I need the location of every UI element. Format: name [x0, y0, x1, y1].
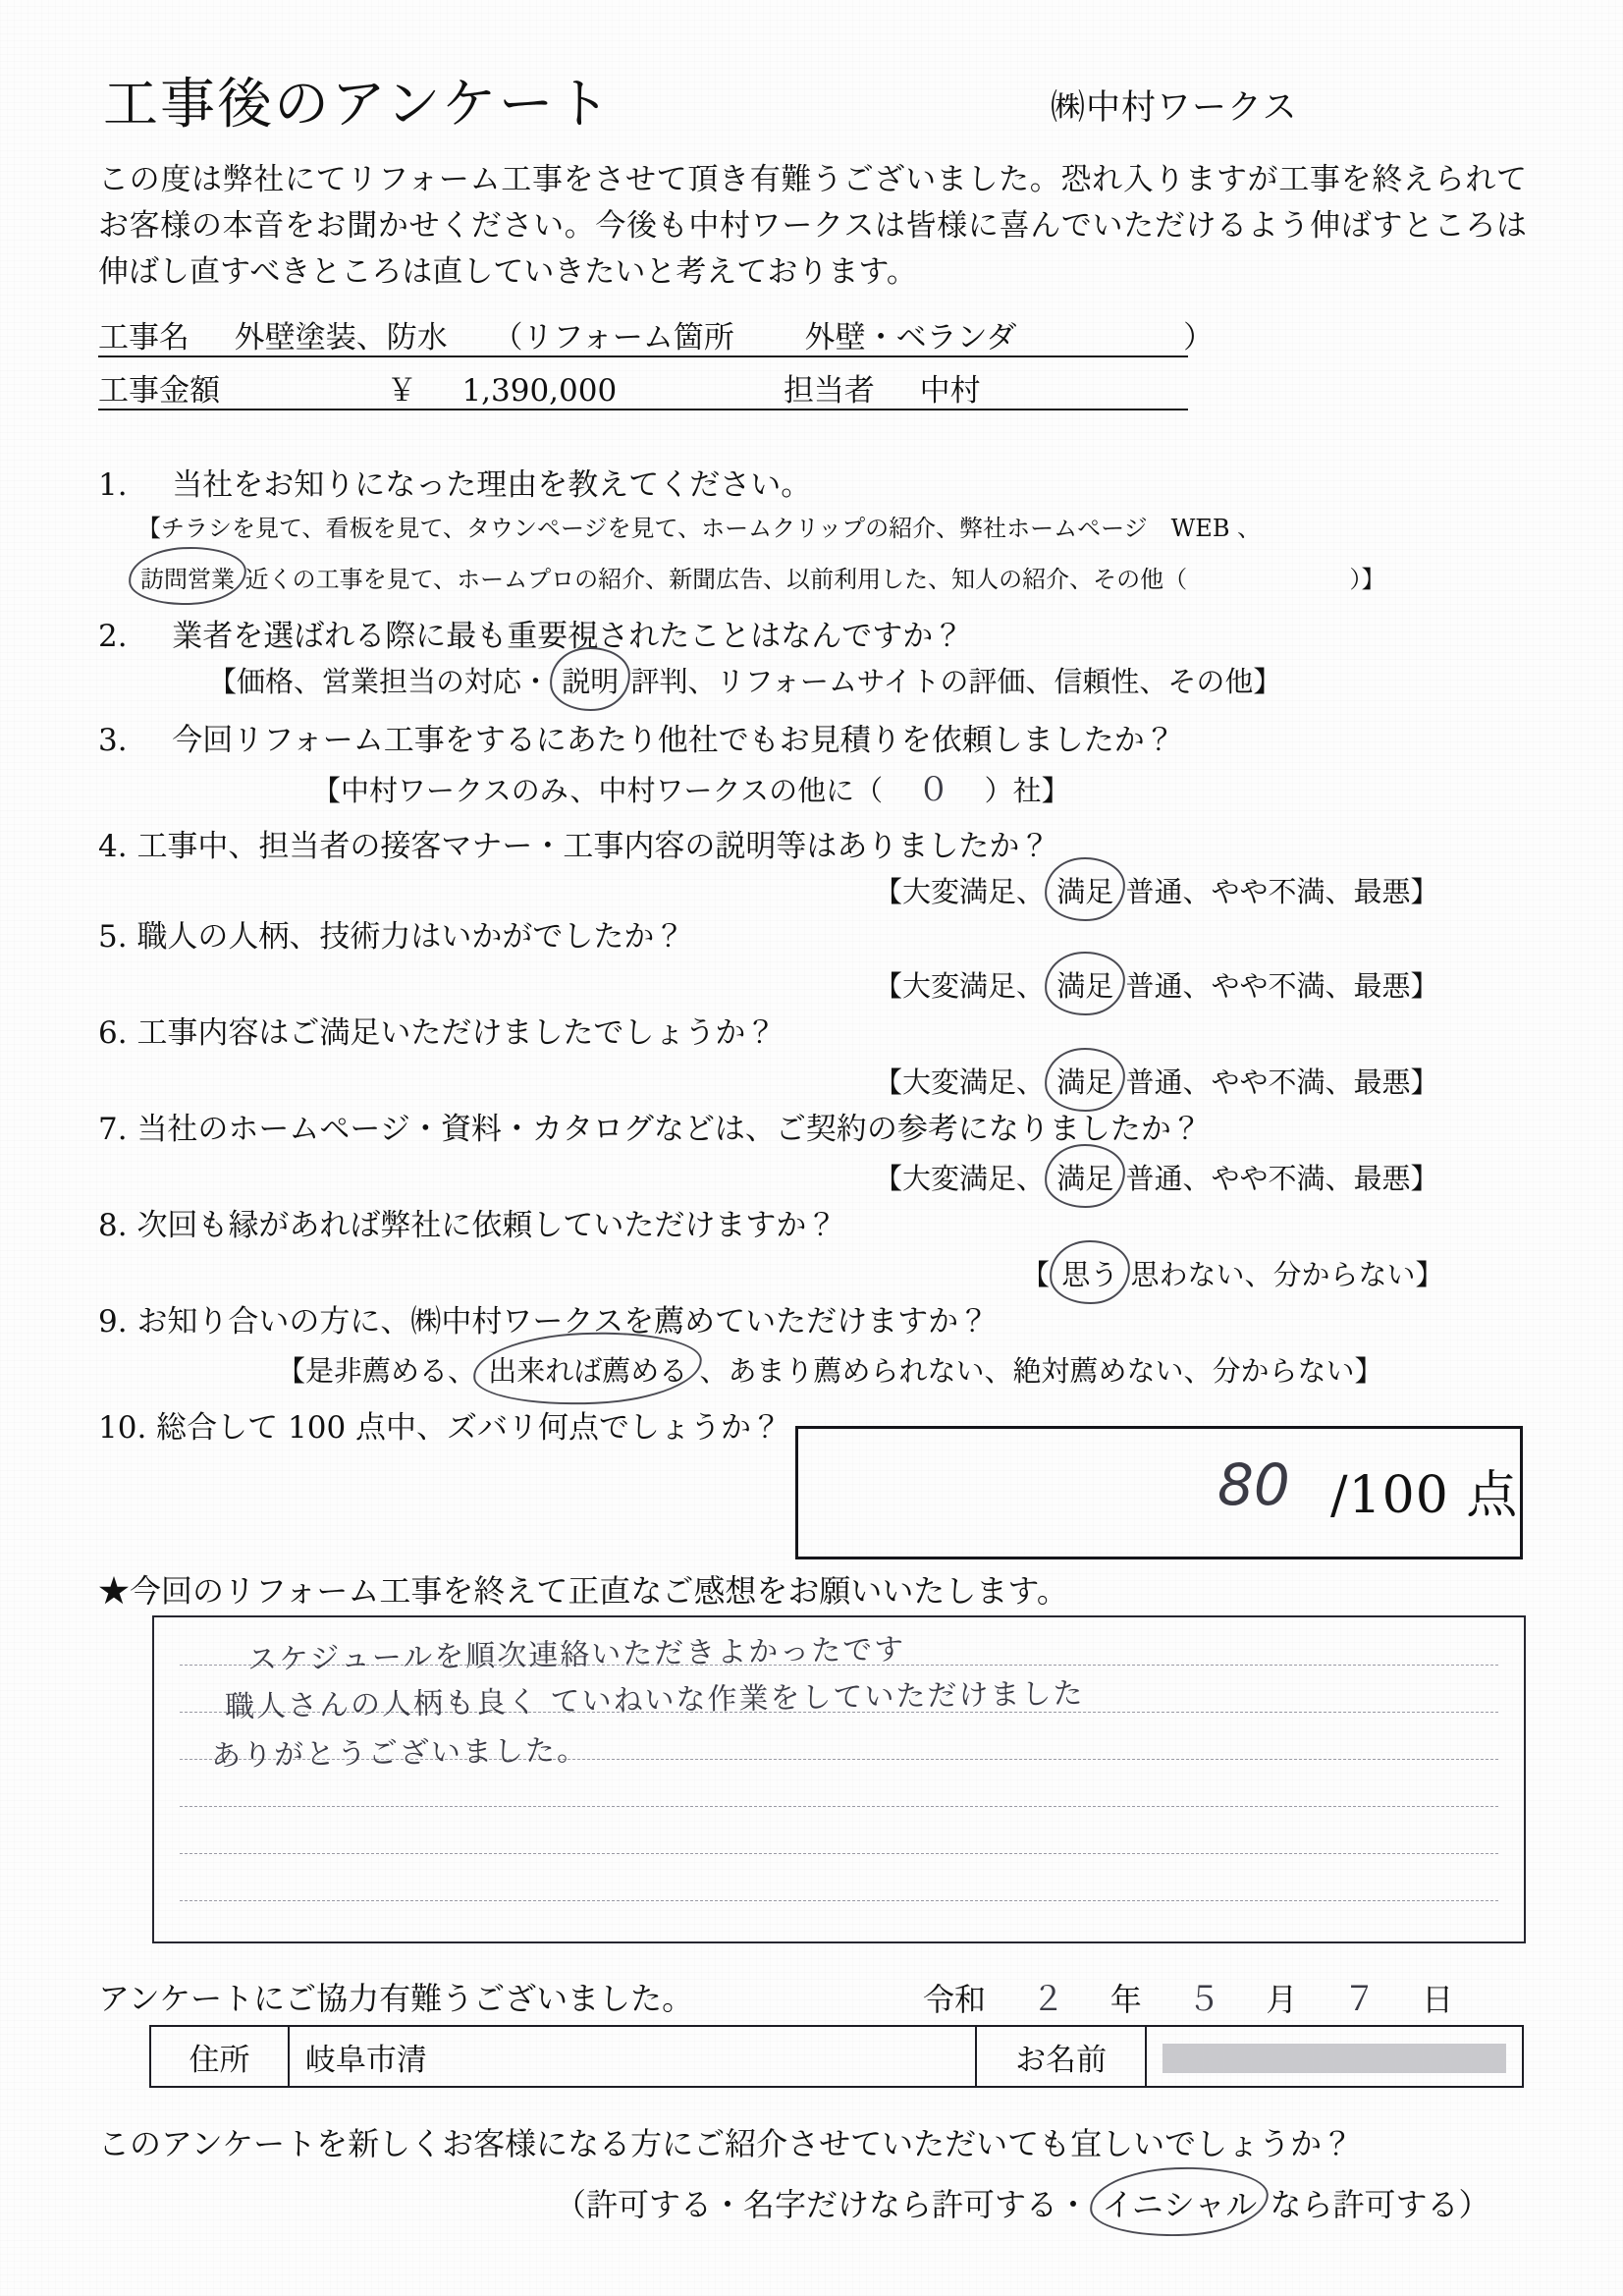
q3-options-post: ）社】 — [984, 774, 1070, 807]
q1-options-line2[interactable] — [137, 560, 1384, 594]
q8-options[interactable] — [1021, 1253, 1443, 1293]
q3-number: 3. — [98, 723, 128, 758]
amount-currency: ￥ — [386, 373, 417, 409]
score-unit: /100 点 — [1330, 1466, 1519, 1525]
q1-number: 1. — [98, 467, 128, 503]
q3-options[interactable] — [312, 764, 1070, 810]
question-8 — [98, 1200, 837, 1244]
q7-text: 当社のホームページ・資料・カタログなどは、ご契約の参考になりましたか？ — [136, 1112, 1202, 1147]
final-selected-option[interactable]: イニシャル — [1099, 2180, 1260, 2225]
q9-options-post[interactable]: 、あまり薦められない、絶対薦めない、分からない】 — [699, 1354, 1383, 1388]
q8-number: 8. — [98, 1208, 128, 1243]
q4-options-pre: 【大変満足、 — [874, 875, 1046, 908]
q9-number: 9. — [98, 1304, 128, 1339]
q1-text: 当社をお知りになった理由を教えてください。 — [172, 467, 812, 503]
final-question: このアンケートを新しくお客様になる方にご紹介させていただいても宜しいでしょうか？ — [98, 2125, 1354, 2162]
score-value[interactable]: 80 — [1217, 1451, 1290, 1518]
q3-handwritten-count[interactable]: ０ — [917, 770, 950, 808]
q6-options-pre: 【大変満足、 — [874, 1066, 1046, 1099]
q7-options-pre: 【大変満足、 — [874, 1162, 1046, 1195]
q9-text: お知り合いの方に、㈱中村ワークスを薦めていただけますか？ — [136, 1304, 990, 1339]
table-row — [150, 2026, 1523, 2087]
question-9 — [98, 1296, 989, 1340]
q1-options-line1[interactable]: 【チラシを見て、看板を見て、タウンページを見て、ホームクリップの紹介、弊社ホームページ WEB 、 — [137, 515, 1262, 542]
project-name-value: 外壁塗装、防水 — [234, 320, 448, 355]
comment-line-1: スケジュールを順次連絡いただきよかったです — [246, 1632, 906, 1677]
company-name: ㈱中村ワークス — [1051, 88, 1298, 128]
q6-selected-option[interactable]: 満足 — [1054, 1061, 1116, 1101]
date-day-label: 日 — [1422, 1981, 1454, 2018]
page-title: 工事後のアンケート — [103, 73, 613, 137]
q10-number: 10. — [98, 1410, 147, 1446]
q4-options-post[interactable]: 普通、やや不満、最悪】 — [1125, 875, 1439, 908]
final-options-pre: （許可する・名字だけなら許可する・ — [555, 2186, 1090, 2223]
q6-text: 工事内容はご満足いただけましたでしょうか？ — [136, 1015, 777, 1051]
question-10 — [98, 1402, 782, 1447]
staff-label: 担当者 — [783, 373, 875, 409]
q8-options-post[interactable]: 思わない、分からない】 — [1130, 1258, 1444, 1291]
question-7 — [98, 1104, 1202, 1148]
intro-paragraph: この度は弊社にてリフォーム工事をさせて頂き有難うございました。恐れ入りますが工事を終えられてお客様の本音をお聞かせください。今後も中村ワークスは皆様に喜んでいただけるよう伸ばすところは伸ばし直すべきところは直していきたいと考えております。 — [98, 162, 1527, 290]
q6-options[interactable] — [874, 1061, 1438, 1101]
comment-box[interactable] — [152, 1615, 1526, 1943]
q7-number: 7. — [98, 1112, 128, 1147]
q4-text: 工事中、担当者の接客マナー・工事内容の説明等はありましたか？ — [136, 829, 1051, 864]
final-options-post[interactable]: なら許可する） — [1270, 2186, 1490, 2223]
q4-selected-option[interactable]: 満足 — [1054, 870, 1116, 910]
q5-text: 職人の人柄、技術力はいかがでしたか？ — [136, 919, 685, 955]
q8-options-pre: 【 — [1021, 1258, 1051, 1291]
q4-options[interactable] — [874, 870, 1438, 910]
project-area-value: 外壁・ベランダ — [804, 320, 1017, 355]
project-name-row — [98, 312, 1215, 357]
q5-number: 5. — [98, 919, 128, 955]
q2-options[interactable] — [208, 660, 1281, 700]
q2-selected-option[interactable]: 説明 — [559, 660, 622, 700]
q7-options-post[interactable]: 普通、やや不満、最悪】 — [1125, 1162, 1439, 1195]
date-month-value[interactable]: ５ — [1187, 1980, 1221, 2019]
date-month-label: 月 — [1266, 1981, 1298, 2018]
project-area-label: （リフォーム箇所 — [492, 320, 734, 355]
amount-label: 工事金額 — [98, 373, 220, 409]
q8-text: 次回も縁があれば弊社に依頼していただけますか？ — [136, 1208, 838, 1243]
q5-selected-option[interactable]: 満足 — [1054, 964, 1116, 1005]
q1-options-rest[interactable]: 近くの工事を見て、ホームプロの紹介、新聞広告、以前利用した、知人の紹介、その他（ — [244, 566, 1188, 593]
address-label: 住所 — [150, 2026, 289, 2087]
q5-options-pre: 【大変満足、 — [874, 969, 1046, 1003]
customer-table — [149, 2025, 1524, 2088]
question-4 — [98, 821, 1050, 865]
q3-options-pre: 【中村ワークスのみ、中村ワークスの他に（ — [312, 774, 884, 807]
question-6 — [98, 1008, 776, 1052]
q2-options-pre: 【価格、営業担当の対応・ — [208, 665, 551, 698]
date-year-value[interactable]: ２ — [1031, 1980, 1065, 2019]
q2-text: 業者を選ばれる際に最も重要視されたことはなんですか？ — [172, 619, 964, 654]
customer-name-label: お名前 — [976, 2026, 1146, 2087]
q9-options[interactable] — [277, 1349, 1382, 1390]
comment-line-2: 職人さんの人柄も良く ていねいな作業をしていただけました — [224, 1676, 1085, 1724]
customer-name-value[interactable] — [1146, 2026, 1523, 2087]
q8-selected-option[interactable]: 思う — [1058, 1253, 1121, 1293]
redaction-block — [1163, 2044, 1506, 2073]
q6-number: 6. — [98, 1015, 128, 1051]
q2-options-post[interactable]: 評判、リフォームサイトの評価、信頼性、その他】 — [630, 665, 1282, 698]
q5-options-post[interactable]: 普通、やや不満、最悪】 — [1125, 969, 1439, 1003]
q9-options-pre: 【是非薦める、 — [277, 1354, 477, 1388]
q7-selected-option[interactable]: 満足 — [1054, 1157, 1116, 1197]
comment-line-3: ありがとうございました。 — [210, 1732, 589, 1774]
q7-options[interactable] — [874, 1157, 1438, 1197]
q1-selected-option[interactable]: 訪問営業 — [137, 560, 238, 594]
question-3 — [98, 715, 1175, 759]
staff-value: 中村 — [919, 373, 981, 409]
q3-text: 今回リフォーム工事をするにあたり他社でもお見積りを依頼しましたか？ — [172, 723, 1175, 758]
q10-text: 総合して 100 点中、ズバリ何点でしょうか？ — [156, 1410, 783, 1446]
thanks-text: アンケートにご協力有難うございました。 — [98, 1980, 694, 2017]
q5-options[interactable] — [874, 964, 1438, 1005]
date-line[interactable] — [923, 1972, 1453, 2020]
project-amount-row — [98, 365, 1188, 410]
question-5 — [98, 911, 684, 956]
amount-value: 1,390,000 — [461, 373, 618, 409]
date-year-label: 年 — [1109, 1981, 1142, 2018]
question-1 — [98, 460, 811, 504]
question-2 — [98, 611, 963, 655]
era-label: 令和 — [923, 1981, 987, 2018]
comment-prompt: ★今回のリフォーム工事を終えて正直なご感想をお願いいたします。 — [98, 1572, 1068, 1610]
q2-number: 2. — [98, 619, 128, 654]
date-day-value[interactable]: ７ — [1342, 1980, 1377, 2019]
q1-options-end: ）】 — [1349, 566, 1385, 593]
q6-options-post[interactable]: 普通、やや不満、最悪】 — [1125, 1066, 1439, 1099]
q9-selected-option[interactable]: 出来れば薦める — [485, 1349, 690, 1390]
final-options[interactable] — [555, 2180, 1489, 2225]
project-name-label: 工事名 — [98, 320, 189, 355]
address-value[interactable]: 岐阜市清 — [289, 2026, 976, 2087]
project-area-close: ） — [1183, 320, 1215, 355]
q4-number: 4. — [98, 829, 128, 864]
